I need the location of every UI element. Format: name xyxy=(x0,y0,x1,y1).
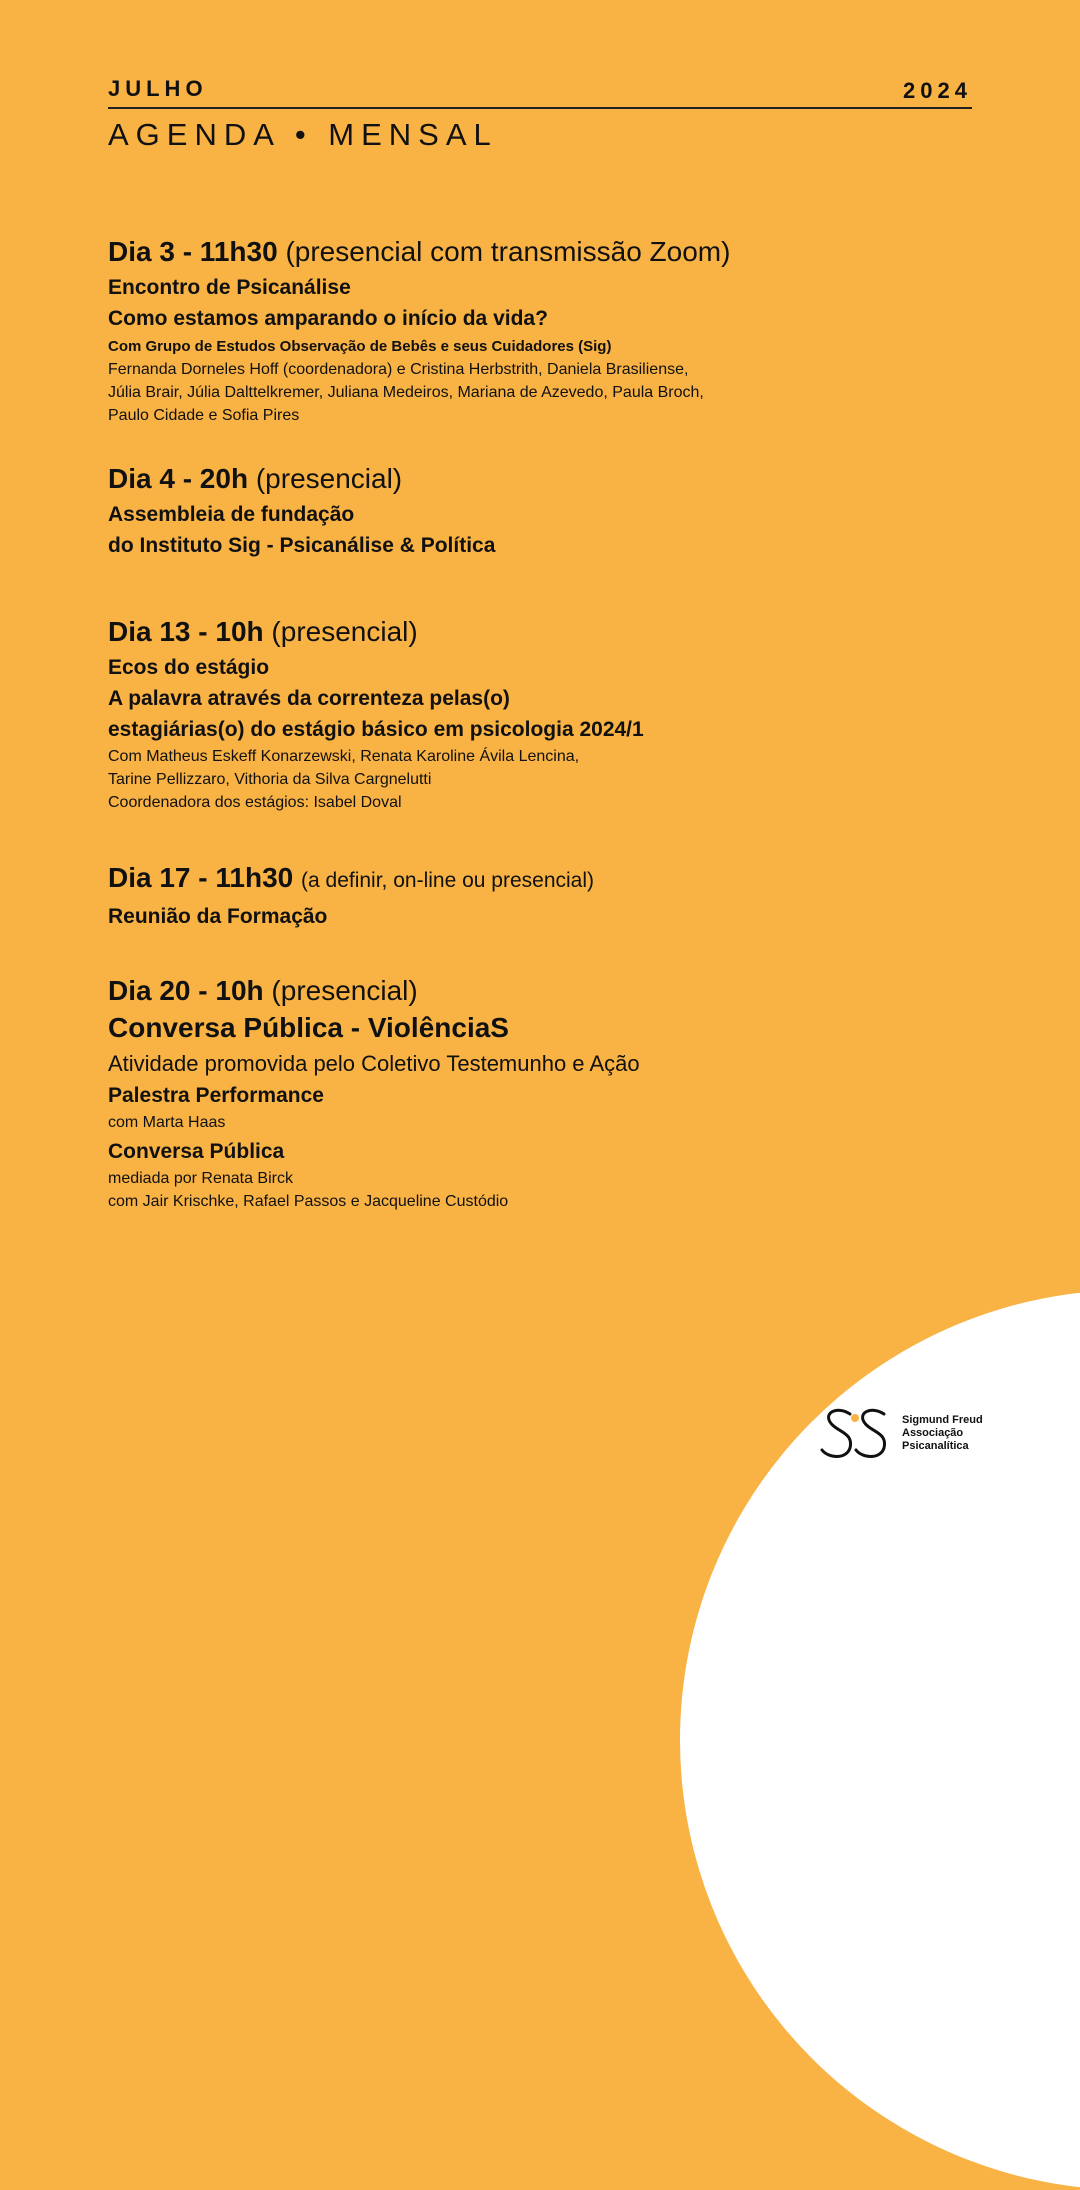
event-heading xyxy=(108,973,1008,1009)
logo-text xyxy=(902,1414,983,1453)
event-title-line: Assembleia de fundação xyxy=(108,503,355,526)
event-part-title: Conversa Pública xyxy=(108,1140,285,1163)
event-day-4 xyxy=(108,461,1008,561)
event-date: Dia 13 - 10h xyxy=(108,616,264,647)
event-day-20 xyxy=(108,973,1008,1213)
event-date: Dia 20 - 10h xyxy=(108,975,264,1006)
event-mode: (presencial com transmissão Zoom) xyxy=(285,236,731,267)
event-promoter: Atividade promovida pelo Coletivo Testemunho e Ação xyxy=(108,1051,640,1076)
event-mode: (presencial) xyxy=(271,975,418,1006)
event-date: Dia 17 - 11h30 xyxy=(108,862,294,893)
page-title: AGENDA • MENSAL xyxy=(108,117,498,152)
event-date: Dia 4 - 20h xyxy=(108,463,249,494)
event-title-line: estagiárias(o) do estágio básico em psicologia 2024/1 xyxy=(108,718,644,741)
event-title-line: do Instituto Sig - Psicanálise & Política xyxy=(108,534,496,557)
event-date: Dia 3 - 11h30 xyxy=(108,236,278,267)
event-day-13 xyxy=(108,614,1008,814)
event-day-17 xyxy=(108,860,1008,932)
event-people-line: Júlia Brair, Júlia Dalttelkremer, Juliana Medeiros, Mariana de Azevedo, Paula Broch, xyxy=(108,384,704,401)
event-mode: (a definir, on-line ou presencial) xyxy=(301,869,595,892)
logo-line: Psicanalítica xyxy=(902,1440,969,1452)
event-title: Conversa Pública - ViolênciaS xyxy=(108,1012,509,1043)
year-label: 2024 xyxy=(903,78,972,103)
event-mode: (presencial) xyxy=(271,616,418,647)
event-day-3 xyxy=(108,234,1008,427)
event-title: Reunião da Formação xyxy=(108,905,328,928)
event-heading xyxy=(108,234,1008,270)
event-people-line: Paulo Cidade e Sofia Pires xyxy=(108,407,300,424)
event-people-line: Coordenadora dos estágios: Isabel Doval xyxy=(108,794,402,811)
event-heading xyxy=(108,614,1008,650)
logo-line: Sigmund Freud xyxy=(902,1414,983,1426)
event-people-line: Com Matheus Eskeff Konarzewski, Renata Karoline Ávila Lencina, xyxy=(108,748,580,765)
event-part-title: Palestra Performance xyxy=(108,1084,324,1107)
logo-mark-icon xyxy=(820,1404,900,1464)
event-title-line: Ecos do estágio xyxy=(108,656,270,679)
event-type: Encontro de Psicanálise xyxy=(108,276,351,299)
event-mode: (presencial) xyxy=(255,463,403,494)
event-title-line: A palavra através da correnteza pelas(o) xyxy=(108,687,510,710)
header-divider xyxy=(108,107,972,109)
month-label: JULHO xyxy=(108,76,208,101)
event-heading xyxy=(108,461,1008,497)
event-part-people: com Marta Haas xyxy=(108,1114,226,1131)
logo xyxy=(820,1404,990,1464)
event-heading xyxy=(108,860,1008,899)
event-part-people: com Jair Krischke, Rafael Passos e Jacqueline Custódio xyxy=(108,1193,509,1210)
logo-line: Associação xyxy=(902,1427,964,1439)
event-people-line: Fernanda Dorneles Hoff (coordenadora) e Cristina Herbstrith, Daniela Brasiliense, xyxy=(108,361,689,378)
event-part-people: mediada por Renata Birck xyxy=(108,1170,293,1187)
event-title: Como estamos amparando o início da vida? xyxy=(108,307,548,330)
event-people-line: Tarine Pellizzaro, Vithoria da Silva Cargnelutti xyxy=(108,771,432,788)
event-group: Com Grupo de Estudos Observação de Bebês e seus Cuidadores (Sig) xyxy=(108,338,612,355)
